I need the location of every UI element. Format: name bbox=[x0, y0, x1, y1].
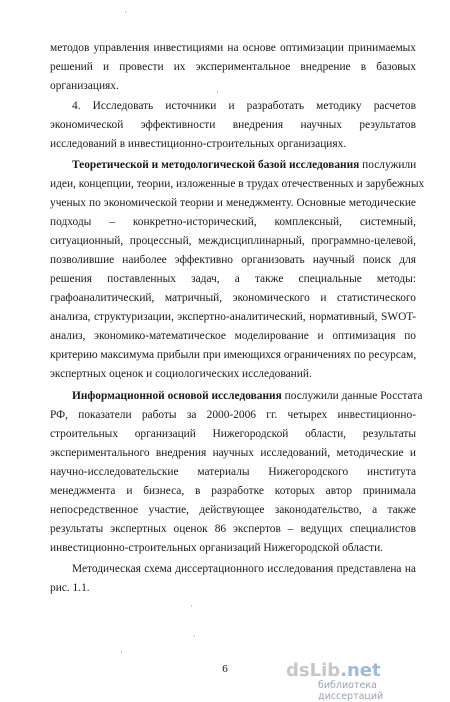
watermark-logo bbox=[286, 660, 436, 702]
text-line: результаты экспертных оценок 86 экспертов – ведущих специалистов bbox=[50, 523, 416, 535]
text-line: методов управления инвестициями на основе оптимизации принимаемых bbox=[50, 42, 416, 54]
text-line: идеи, концепции, теории, изложенные в трудах отечественных и зарубежных bbox=[50, 178, 425, 190]
text-line: исследований в инвестиционно-строительных организациях. bbox=[50, 138, 347, 150]
heading-rest: послужили данные Росстата bbox=[284, 390, 423, 402]
text-line: ученых по экономической теории и менеджменту. Основные методические bbox=[50, 197, 416, 209]
scan-mark: · bbox=[216, 88, 219, 97]
text-line: экспериментального внедрения научных исследований, методические и bbox=[50, 447, 416, 459]
text-line: инвестиционно-строительных организаций Нижегородской области. bbox=[50, 542, 384, 554]
text-line: анализа, структуризации, экспертно-аналитический, нормативный, SWOT- bbox=[50, 311, 416, 323]
watermark-subtitle: библиотека диссертаций bbox=[318, 680, 384, 702]
text-line: научно-исследовательские материалы Нижегородского института bbox=[50, 466, 416, 478]
paragraph-heading-line bbox=[72, 389, 423, 403]
text-line: графоаналитический, матричный, экономического и статистического bbox=[50, 292, 416, 304]
dslib-logo: dsLib.net bbox=[286, 660, 381, 681]
text-line: организациях. bbox=[50, 80, 119, 92]
scan-mark: ˈ bbox=[190, 604, 193, 613]
text-line: подходы – конкретно-исторический, комплексный, системный, bbox=[50, 216, 416, 228]
text-line: решения поставленных задач, а также специальные методы: bbox=[50, 273, 416, 285]
page-number: 6 bbox=[222, 663, 228, 675]
text-line: экспертных оценок и социологических исследований. bbox=[50, 368, 312, 380]
text-line: критерию максимума прибыли при имеющихся ограничениях по ресурсам, bbox=[50, 349, 417, 361]
text-line: экономической эффективности внедрения научных результатов bbox=[50, 119, 416, 131]
text-line: менеджмента и бизнеса, в разработке которых автор принимала bbox=[50, 485, 416, 497]
bold-heading: Теоретической и методологической базой исследования bbox=[72, 159, 360, 171]
text-line: 4. Исследовать источники и разработать методику расчетов bbox=[72, 100, 416, 112]
scan-mark: · bbox=[120, 648, 123, 657]
text-line: рис. 1.1. bbox=[50, 582, 90, 594]
text-line: Методическая схема диссертационного исследования представлена на bbox=[72, 563, 416, 575]
text-line: анализ, экономико-математическое моделирование и оптимизация по bbox=[50, 330, 416, 342]
heading-rest: послужили bbox=[362, 159, 417, 171]
text-line: ситуационный, процессный, междисциплинарный, программно-целевой, bbox=[50, 235, 416, 247]
scan-mark: ˈ bbox=[124, 10, 127, 19]
text-line: решений и провести их экспериментальное внедрение в базовых bbox=[50, 61, 416, 73]
scan-mark: ˈ bbox=[193, 634, 196, 643]
paragraph-heading-line bbox=[72, 158, 416, 172]
bold-heading: Информационной основой исследования bbox=[72, 390, 282, 402]
text-line: РФ, показатели работы за 2000-2006 гг. четырех инвестиционно- bbox=[50, 409, 416, 421]
text-line: непосредственное участие, действующее законодательство, а также bbox=[50, 504, 416, 516]
text-line: позволившие наиболее эффективно организовать научный поиск для bbox=[50, 254, 416, 266]
text-line: строительных организаций Нижегородской области, результаты bbox=[50, 428, 416, 440]
